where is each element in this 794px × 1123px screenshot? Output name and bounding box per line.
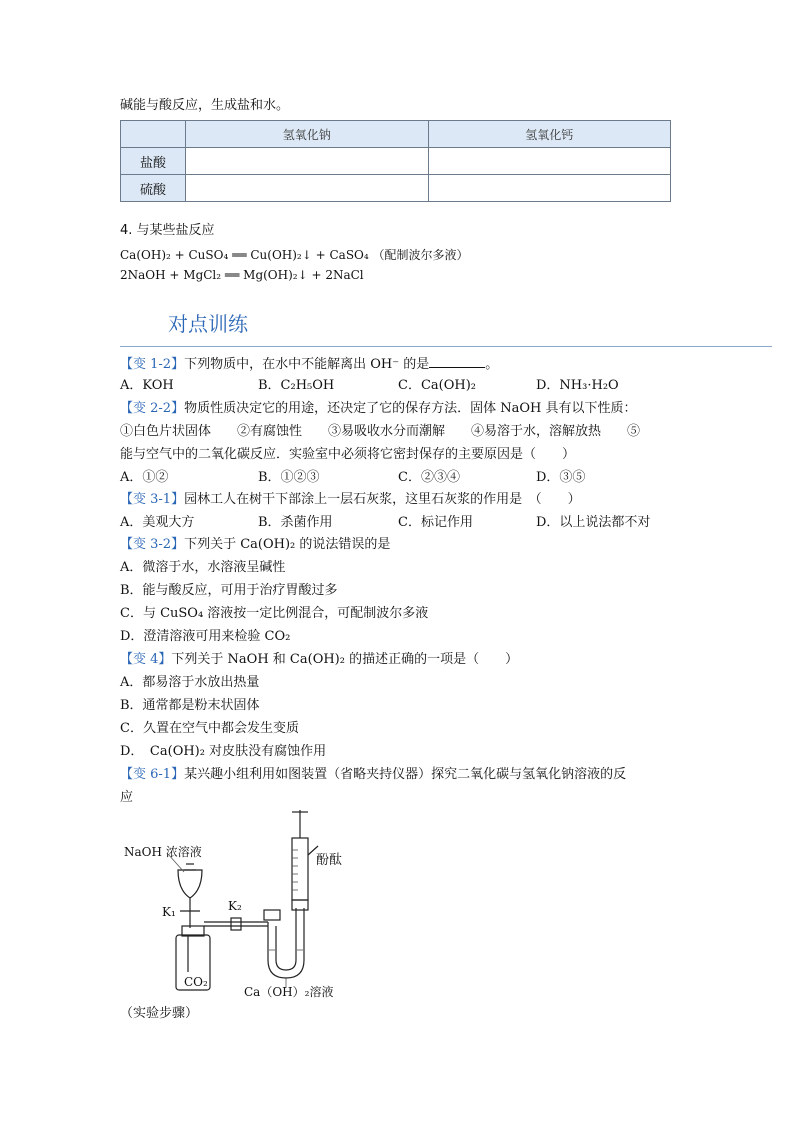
question-tag: 【变 4】 bbox=[120, 652, 172, 667]
question-stem: 下列物质中，在水中不能解离出 OH⁻ 的是 bbox=[184, 357, 430, 372]
option: A．微溶于水，水溶液呈碱性 bbox=[120, 560, 286, 575]
funnel-body bbox=[178, 870, 202, 898]
section-divider bbox=[120, 346, 772, 347]
option: B．杀菌作用 bbox=[258, 515, 333, 530]
table-header-row bbox=[121, 121, 671, 148]
question-5 bbox=[120, 651, 518, 669]
section-title: 4. 与某些盐反应 bbox=[120, 223, 215, 238]
option: A．美观大方 bbox=[120, 515, 195, 530]
question-stem: 某兴趣小组利用如图装置（省略夹持仪器）探究二氧化碳与氢氧化钠溶液的反 bbox=[184, 767, 627, 782]
question-stem: 下列关于 NaOH 和 Ca(OH)₂ 的描述正确的一项是（ ） bbox=[171, 652, 519, 667]
row-label: 硫酸 bbox=[121, 175, 186, 202]
question-2 bbox=[120, 400, 636, 418]
option: D．以上说法都不对 bbox=[536, 515, 651, 530]
question-6 bbox=[120, 766, 626, 784]
question-stem-end: 。 bbox=[485, 357, 499, 372]
equation-1 bbox=[120, 246, 469, 263]
option: B．能与酸反应，可用于治疗胃酸过多 bbox=[120, 583, 338, 598]
phenolphthalein-label: 酚酞 bbox=[316, 853, 343, 868]
question-1 bbox=[120, 354, 498, 374]
question-tag: 【变 6-1】 bbox=[120, 767, 185, 782]
option: A．KOH bbox=[120, 378, 174, 393]
table-cell bbox=[428, 175, 671, 202]
practice-heading: 对点训练 bbox=[168, 312, 248, 336]
question-stem: 下列关于 Ca(OH)₂ 的说法错误的是 bbox=[184, 537, 391, 552]
k2-label: K₂ bbox=[228, 899, 242, 913]
question-props: ①白色片状固体 ②有腐蚀性 ③易吸收水分而潮解 ④易溶于水，溶解放热 ⑤ bbox=[120, 424, 641, 439]
question-stem: 物质性质决定它的用途，还决定了它的保存方法．固体 NaOH 具有以下性质： bbox=[184, 401, 637, 416]
comparison-table bbox=[120, 120, 671, 202]
question-tag: 【变 1-2】 bbox=[120, 357, 185, 372]
table-header-cell: 氢氧化钙 bbox=[428, 121, 671, 148]
table-row bbox=[121, 148, 671, 175]
table-cell bbox=[186, 175, 429, 202]
option: C．标记作用 bbox=[398, 515, 473, 530]
caoh-label: Ca（OH）₂溶液 bbox=[244, 985, 334, 999]
row-label: 盐酸 bbox=[121, 148, 186, 175]
option: B．①②③ bbox=[258, 470, 320, 485]
co2-label: CO₂ bbox=[184, 975, 208, 989]
k1-label: K₁ bbox=[162, 905, 176, 919]
equation-1-note: （配制波尔多液） bbox=[372, 248, 469, 262]
table-header-cell bbox=[121, 121, 186, 148]
question-tag: 【变 2-2】 bbox=[120, 401, 185, 416]
answer-blank bbox=[429, 354, 485, 368]
intro-line: 碱能与酸反应，生成盐和水。 bbox=[120, 98, 290, 113]
experiment-steps: （实验步骤） bbox=[120, 1006, 199, 1021]
table-cell bbox=[186, 148, 429, 175]
equation-2: 2NaOH + MgCl₂ ══ Mg(OH)₂↓ + 2NaCl bbox=[120, 268, 364, 282]
question-line: 能与空气中的二氧化碳反应．实验室中必须将它密封保存的主要原因是（ ） bbox=[120, 447, 576, 462]
option: B．通常都是粉末状固体 bbox=[120, 698, 260, 713]
option: D．澄清溶液可用来检验 CO₂ bbox=[120, 629, 291, 644]
option: D．NH₃·H₂O bbox=[536, 378, 619, 393]
u-tube bbox=[268, 908, 304, 978]
equation-1-text: Ca(OH)₂ + CuSO₄ ══ Cu(OH)₂↓ + CaSO₄ bbox=[120, 248, 369, 262]
option: B．C₂H₅OH bbox=[258, 378, 335, 393]
syringe bbox=[292, 838, 308, 900]
option: D． Ca(OH)₂ 对皮肤没有腐蚀作用 bbox=[120, 744, 327, 759]
option: D．③⑤ bbox=[536, 470, 586, 485]
question-4 bbox=[120, 536, 390, 554]
option: A．都易溶于水放出热量 bbox=[120, 675, 260, 690]
table-cell bbox=[428, 148, 671, 175]
question-stem: 园林工人在树干下部涂上一层石灰浆，这里石灰浆的作用是 （ ） bbox=[184, 492, 581, 507]
question-tag: 【变 3-2】 bbox=[120, 537, 185, 552]
option: C．与 CuSO₄ 溶液按一定比例混合，可配制波尔多液 bbox=[120, 606, 429, 621]
table-header-cell: 氢氧化钠 bbox=[186, 121, 429, 148]
option: A．①② bbox=[120, 470, 169, 485]
naoh-label: NaOH 浓溶液 bbox=[124, 845, 202, 859]
question-stem-cont: 应 bbox=[120, 790, 134, 805]
question-tag: 【变 3-1】 bbox=[120, 492, 185, 507]
question-3 bbox=[120, 491, 581, 509]
option: C．久置在空气中都会发生变质 bbox=[120, 721, 299, 736]
option: C．Ca(OH)₂ bbox=[398, 378, 476, 393]
table-row bbox=[121, 175, 671, 202]
apparatus-figure bbox=[118, 810, 378, 1010]
option: C．②③④ bbox=[398, 470, 460, 485]
